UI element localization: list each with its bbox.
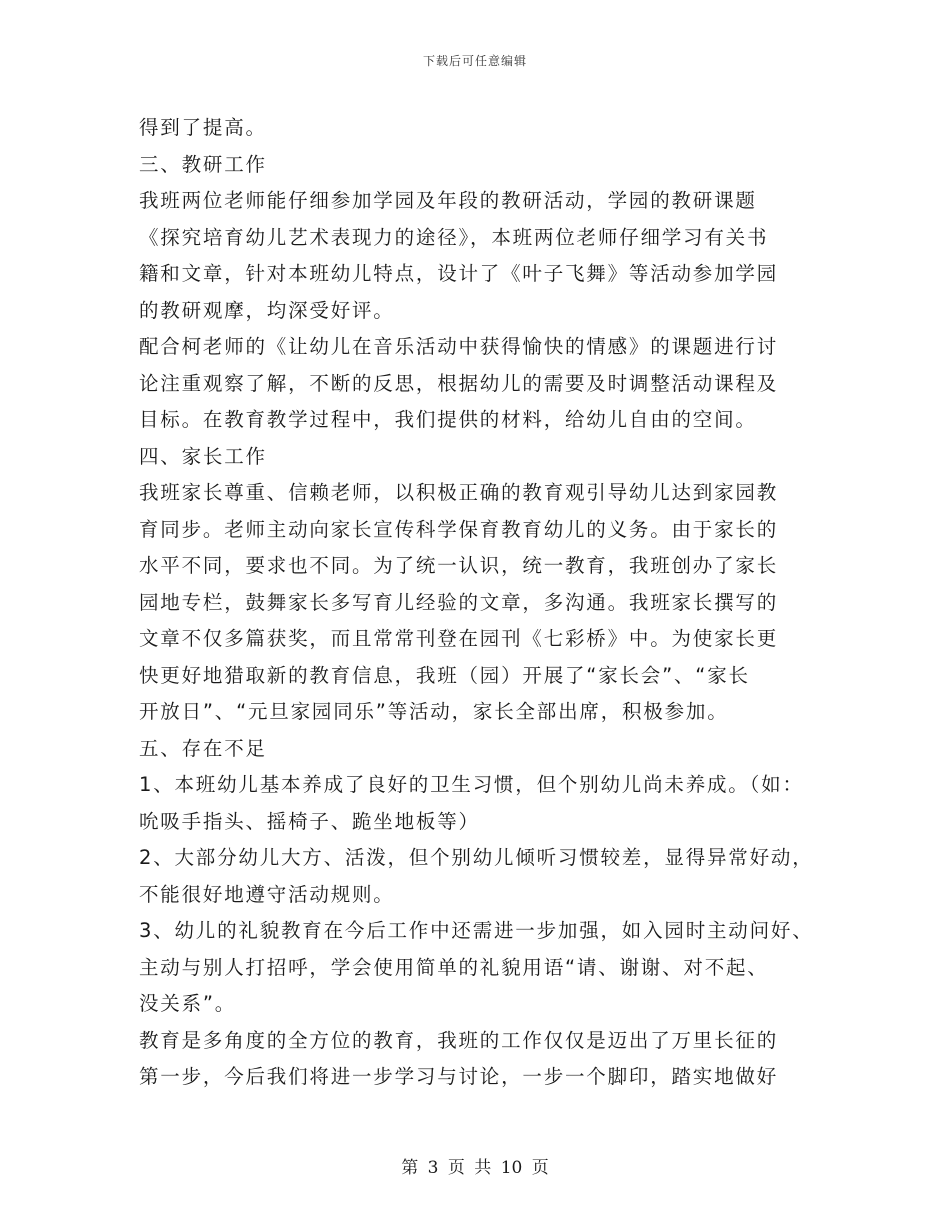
body-line: 教育是多角度的全方位的教育，我班的工作仅仅是迈出了万里长征的 <box>139 1028 779 1052</box>
page-header: 下载后可任意编辑 <box>422 54 527 68</box>
body-line: 育同步。老师主动向家长宣传科学保育教育幼儿的义务。由于家长的 <box>139 517 779 541</box>
body-line: 第一步，今后我们将进一步学习与讨论，一步一个脚印，踏实地做好 <box>139 1065 779 1088</box>
body-line: 配合柯老师的《让幼儿在音乐活动中获得愉快的情感》的课题进行讨 <box>139 335 779 358</box>
body-line: 的教研观摩，均深受好评。 <box>139 298 395 322</box>
body-line: 得到了提高。 <box>139 116 267 139</box>
body-line: 目标。在教育教学过程中，我们提供的材料，给幼儿自由的空间。 <box>139 408 757 431</box>
body-line: 我班两位老师能仔细参加学园及年段的教研活动，学园的教研课题 <box>139 189 757 212</box>
page-number-footer: 第 3 页 共 10 页 <box>401 1158 549 1178</box>
body-line: 不能很好地遵守活动规则。 <box>139 882 395 906</box>
body-line: 快更好地猎取新的教育信息，我班（园）开展了“家长会”、“家长 <box>139 663 750 687</box>
body-line: 主动与别人打招呼，学会使用简单的礼貌用语“请、谢谢、对不起、 <box>139 955 769 979</box>
body-line: 文章不仅多篇获奖，而且常常刊登在园刊《七彩桥》中。为使家长更 <box>139 627 779 650</box>
body-line: 我班家长尊重、信赖老师，以积极正确的教育观引导幼儿达到家园教 <box>139 481 779 504</box>
document-body <box>139 110 829 1096</box>
body-line: 1、本班幼儿基本养成了良好的卫生习惯，但个别幼儿尚未养成。（如： <box>139 773 804 796</box>
section-heading: 三、教研工作 <box>139 152 267 176</box>
body-line: 3、幼儿的礼貌教育在今后工作中还需进一步加强，如入园时主动问好、 <box>139 919 814 942</box>
body-line: 2、大部分幼儿大方、活泼，但个别幼儿倾听习惯较差，显得异常好动， <box>139 846 814 869</box>
section-heading: 五、存在不足 <box>139 736 267 760</box>
body-line: 开放日”、“元旦家园同乐”等活动，家长全部出席，积极参加。 <box>139 700 729 723</box>
section-heading: 四、家长工作 <box>139 444 267 468</box>
body-line: 吮吸手指头、摇椅子、跪坐地板等） <box>139 809 480 833</box>
body-line: 《探究培育幼儿艺术表现力的途径》，本班两位老师仔细学习有关书 <box>139 225 769 249</box>
body-line: 论注重观察了解，不断的反思，根据幼儿的需要及时调整活动课程及 <box>139 371 779 395</box>
body-line: 水平不同，要求也不同。为了统一认识，统一教育，我班创办了家长 <box>139 554 779 577</box>
body-line: 没关系”。 <box>139 992 237 1015</box>
body-line: 籍和文章，针对本班幼儿特点，设计了《叶子飞舞》等活动参加学园 <box>139 262 779 285</box>
body-line: 园地专栏，鼓舞家长多写育儿经验的文章，多沟通。我班家长撰写的 <box>139 590 779 614</box>
